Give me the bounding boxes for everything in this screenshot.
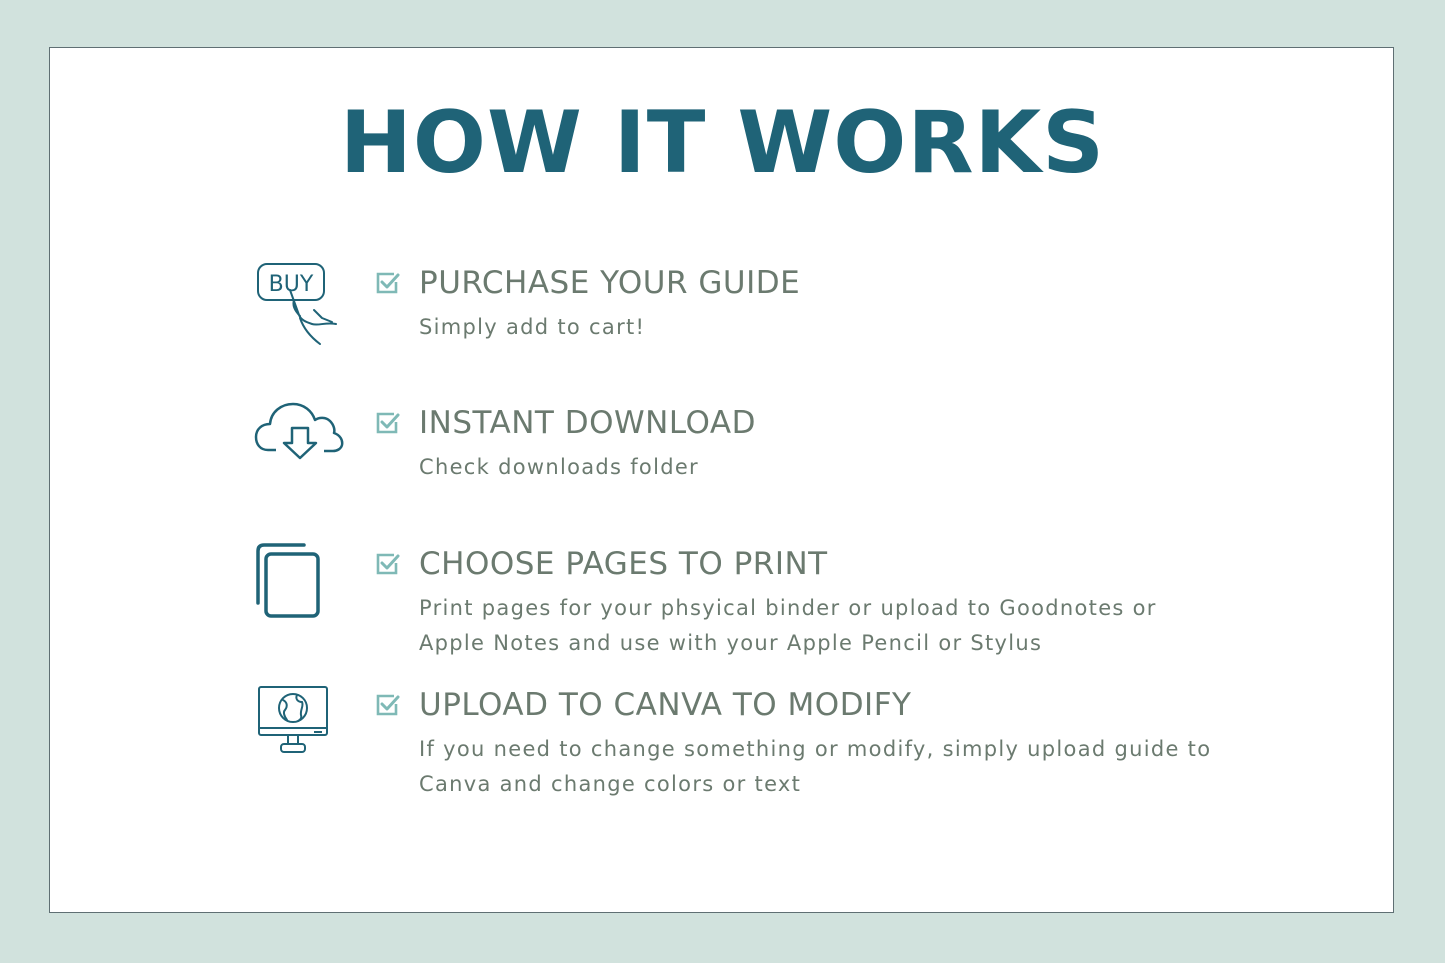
step-description: Simply add to cart!	[419, 315, 646, 339]
checkbox-icon	[374, 551, 400, 577]
step-description: If you need to change something or modify, simply upload guide to Canva and change colors or text	[419, 737, 1212, 796]
cloud-download-icon	[254, 400, 344, 470]
checkbox-icon	[374, 270, 400, 296]
step-heading: UPLOAD TO CANVA TO MODIFY	[419, 687, 912, 723]
step-heading: PURCHASE YOUR GUIDE	[419, 265, 801, 301]
computer-globe-icon	[254, 682, 334, 762]
step-heading: CHOOSE PAGES TO PRINT	[419, 546, 828, 582]
page-title: HOW IT WORKS	[339, 93, 1106, 193]
checkbox-icon	[374, 410, 400, 436]
step-description: Check downloads folder	[419, 455, 699, 479]
buy-icon-label: BUY	[268, 272, 314, 297]
checkbox-icon	[374, 692, 400, 718]
step-description: Print pages for your phsyical binder or upload to Goodnotes or Apple Notes and use with your Apple Pencil or Stylus	[419, 596, 1157, 655]
step-heading: INSTANT DOWNLOAD	[419, 405, 756, 441]
pages-icon	[254, 541, 334, 621]
buy-button-icon	[254, 260, 344, 350]
